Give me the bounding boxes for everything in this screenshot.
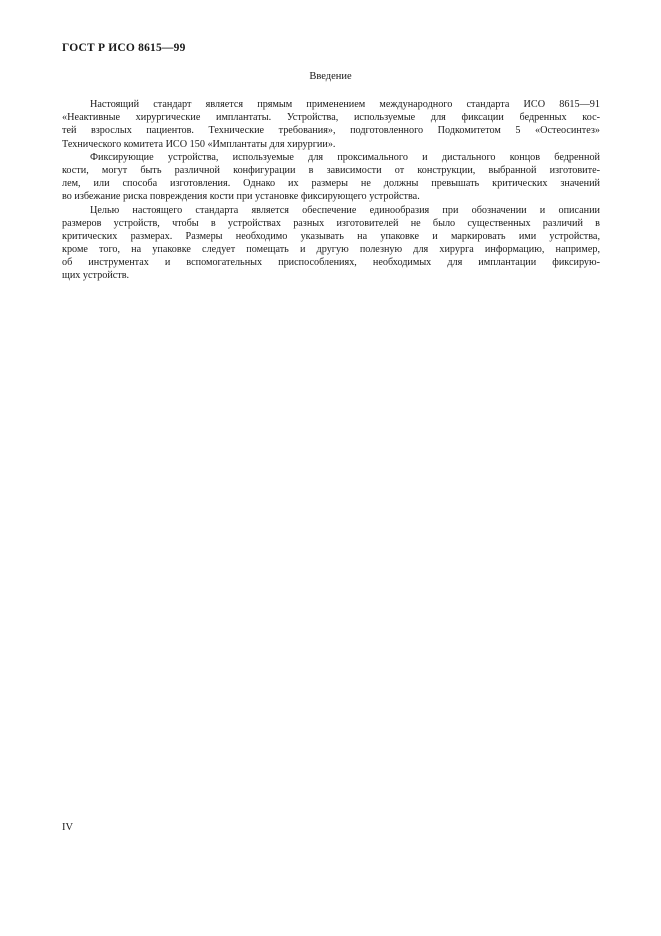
text-line: размеров устройств, чтобы в устройствах разных изготовителей не было существенных различий в [62,217,600,229]
document-header: ГОСТ Р ИСО 8615—99 [62,42,186,54]
text-line: критических размерах. Размеры необходимо указывать на упаковке и маркировать ими устройства, [62,230,600,242]
body-text [62,98,600,283]
paragraph-2 [62,151,600,204]
page-number: IV [62,822,74,833]
text-line: щих устройств. [62,270,130,282]
paragraph-1 [62,98,600,151]
section-title: Введение [309,71,352,82]
text-line: кости, могут быть различной конфигурации в зависимости от конструкции, выбранной изготовите- [62,164,600,176]
text-line: об инструментах и вспомогательных приспособлениях, необходимых для имплантации фиксирую- [62,257,600,269]
text-line: кроме того, на упаковке следует помещать и другую полезную для хирурга информацию, например, [62,244,600,256]
text-line: Технического комитета ИСО 150 «Имплантаты для хирургии». [62,138,336,150]
paragraph-3 [62,204,600,283]
text-line: во избежание риска повреждения кости при установке фиксирующего устройства. [62,191,420,203]
text-line: Настоящий стандарт является прямым применением международного стандарта ИСО 8615—91 [90,99,600,110]
text-line: тей взрослых пациентов. Технические требования», подготовленного Подкомитетом 5 «Остеосинтез» [62,125,600,137]
text-line: Фиксирующие устройства, используемые для проксимального и дистального концов бедренной [90,151,600,163]
text-line: лем, или способа изготовления. Однако их размеры не должны превышать критических значений [62,178,600,190]
text-line: «Неактивные хирургические имплантаты. Устройства, используемые для фиксации бедренных кос- [62,112,600,124]
text-line: Целью настоящего стандарта является обеспечение единообразия при обозначении и описании [90,204,600,216]
